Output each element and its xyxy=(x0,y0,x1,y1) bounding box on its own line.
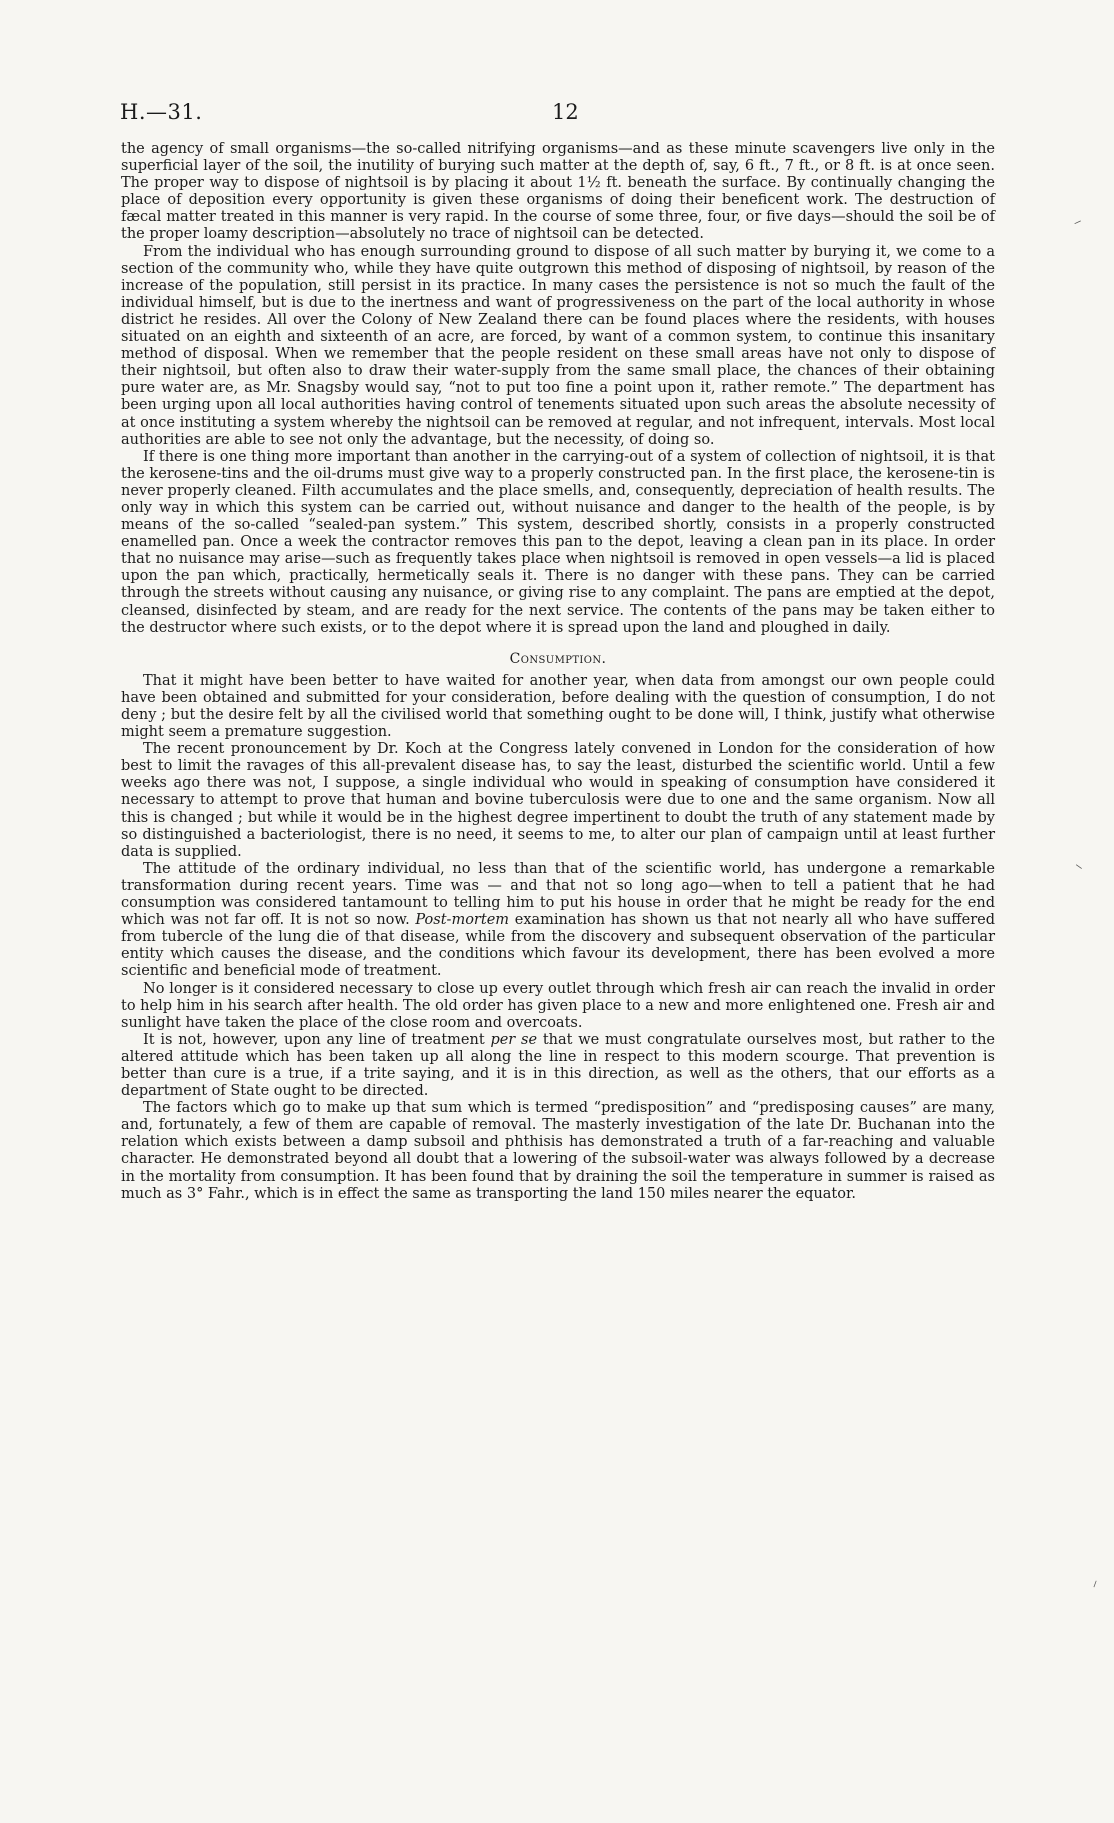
section-heading-consumption: Consumption. xyxy=(509,650,607,667)
document-reference: H.—31. xyxy=(120,100,203,124)
body-text xyxy=(121,141,995,1203)
paragraph-consumption-intro: That it might have been better to have waited for another year, when data from amongst our own people could have been obtained and submitted for your consideration, before dealing with the question of consumption, I do not deny ; but the desire felt by all the civilised world that something ought to be done will, I think, justify what otherwise might seem a premature suggestion. xyxy=(121,672,995,741)
paragraph-per-se-text-a: It is not, however, upon any line of treatment xyxy=(143,1031,491,1048)
paragraph-nitrifying-organisms: the agency of small organisms—the so-called nitrifying organisms—and as these minute scavengers live only in the superficial layer of the soil, the inutility of burying such matter at the depth of, say, 6 ft., 7 ft., or 8 ft. is at once seen. The proper way to dispose of nightsoil is by placing it about 1½ ft. beneath the surface. By continually changing the place of deposition every opportunity is given these organisms of doing their beneficent work. The destruction of fæcal matter treated in this manner is very rapid. In the course of some three, four, or five days—should the soil be of the proper loamy description—absolutely no trace of nightsoil can be detected. xyxy=(121,141,995,243)
margin-scratch-mark: ⸍ xyxy=(1089,1578,1104,1596)
paragraph-per-se xyxy=(121,1032,995,1100)
paragraph-attitude-text-b: examination has shown us that not nearly all who have suffered from tubercle of the lung die of that disease, while from the discovery and subsequent observation of the particular entity which causes the disease, and the conditions which favour its development, there has been evolved a more scientific and beneficial mode of treatment. xyxy=(121,912,995,980)
paragraph-sealed-pan-system: If there is one thing more important than another in the carrying-out of a system of collection of nightsoil, it is that the kerosene-tins and the oil-drums must give way to a properly constructed pan. In the first place, the kerosene-tin is never properly cleaned. Filth accumulates and the place smells, and, consequently, depreciation of health results. The only way in which this system can be carried out, without nuisance and danger to the health of the people, is by means of the so-called “sealed-pan system.” This system, described shortly, consists in a properly constructed enamelled pan. Once a week the contractor removes this pan to the depot, leaving a clean pan in its place. In order that no nuisance may arise—such as frequently takes place when nightsoil is removed in open vessels—a lid is placed upon the pan which, practically, hermetically seals it. There is no danger with these pans. They can be carried through the streets without causing any nuisance, or giving rise to any complaint. The pans are emptied at the depot, cleansed, disinfected by steam, and are ready for the next service. The contents of the pans may be taken either to the destructor where such exists, or to the depot where it is spread upon the land and ploughed in daily. xyxy=(121,448,995,636)
page-header xyxy=(120,100,996,128)
paragraph-predisposition: The factors which go to make up that sum which is termed “predisposition” and “predisposing causes” are many, and, fortunately, a few of them are capable of removal. The masterly investigation of the late Dr. Buchanan into the relation which exists between a damp subsoil and phthisis has demonstrated a truth of a far-reaching and valuable character. He demonstrated beyond all doubt that a lowering of the subsoil-water was always followed by a decrease in the mortality from consumption. It has been found that by draining the soil the temperature in summer is raised as much as 3° Fahr., which is in effect the same as transporting the land 150 miles nearer the equator. xyxy=(121,1100,995,1202)
page-number: 12 xyxy=(552,100,579,124)
italic-post-mortem: Post-mortem xyxy=(415,912,510,929)
paragraph-per-se-text-b: that we must congratulate ourselves most, but rather to the altered attitude which has been taken up all along the line in respect to this modern scourge. That prevention is better than cure is a true, if a trite saying, and it is in this direction, as well as the others, that our efforts as a department of State ought to be directed. xyxy=(121,1031,995,1100)
margin-scratch-mark: ⸌ xyxy=(1074,861,1085,879)
paragraph-attitude xyxy=(121,861,995,981)
italic-per-se: per se xyxy=(490,1031,538,1048)
paragraph-burying-nightsoil: From the individual who has enough surrounding ground to dispose of all such matter by burying it, we come to a section of the community who, while they have quite outgrown this method of disposing of nightsoil, by reason of the increase of the population, still persist in its practice. In many cases the persistence is not so much the fault of the individual himself, but is due to the inertness and want of progressiveness on the part of the local authority in whose district he resides. All over the Colony of New Zealand there can be found places where the residents, with houses situated on an eighth and sixteenth of an acre, are forced, by want of a common system, to continue this insanitary method of disposal. When we remember that the people resident on these small areas have not only to dispose of their nightsoil, but often also to draw their water-supply from the same small place, the chances of their obtaining pure water are, as Mr. Snagsby would say, “not to put too fine a point upon it, rather remote.” The department has been urging upon all local authorities having control of tenements situated upon such areas the absolute necessity of at once instituting a system whereby the nightsoil can be removed at regular, and not infrequent, intervals. Most local authorities are able to see not only the advantage, but the necessity, of doing so. xyxy=(121,243,995,448)
paragraph-fresh-air: No longer is it considered necessary to close up every outlet through which fresh air can reach the invalid in order to help him in his search after health. The old order has given place to a new and more enlightened one. Fresh air and sunlight have taken the place of the close room and overcoats. xyxy=(121,980,995,1031)
paragraph-dr-koch: The recent pronouncement by Dr. Koch at the Congress lately convened in London for the consideration of how best to limit the ravages of this all-prevalent disease has, to say the least, disturbed the scientific world. Until a few weeks ago there was not, I suppose, a single individual who would in speaking of consumption have considered it necessary to attempt to prove that human and bovine tuberculosis were due to one and the same organism. Now all this is changed ; but while it would be in the highest degree impertinent to doubt the truth of any statement made by so distinguished a bacteriologist, there is no need, it seems to me, to alter our plan of campaign until at least further data is supplied. xyxy=(121,741,995,860)
margin-scratch-mark: ⸝ xyxy=(1072,211,1085,229)
paragraph-attitude-text-a: The attitude of the ordinary individual, no less than that of the scientific world, has undergone a remarkable transformation during recent years. Time was — and that not so long ago—when to tell a patient that he had consumption was considered tantamount to telling him to put his house in order that he might be ready for the end which was not far off. It is not so now. xyxy=(121,860,995,929)
